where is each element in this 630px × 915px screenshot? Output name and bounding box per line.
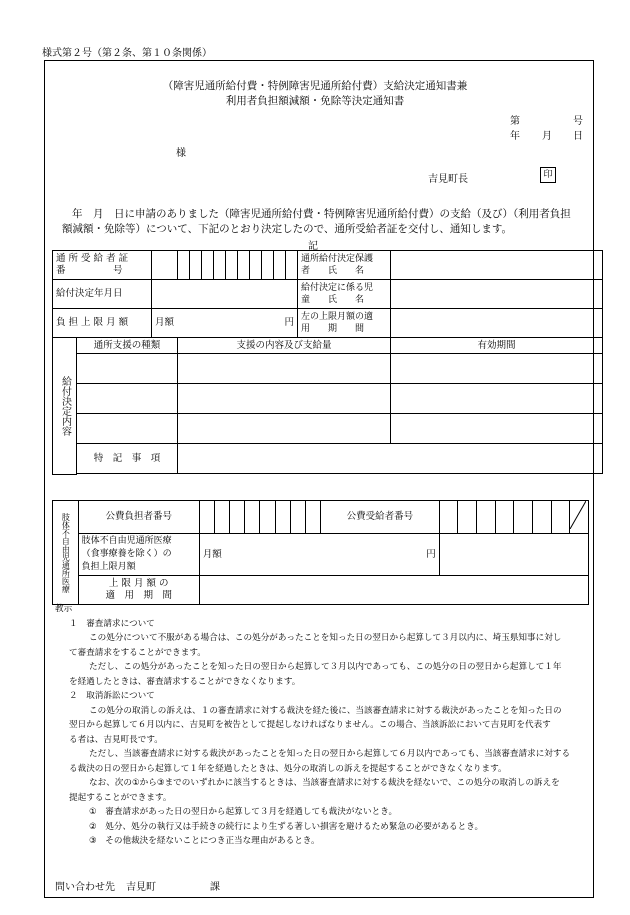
decision-content-label: 給付決定内容: [53, 338, 77, 475]
digit-cell[interactable]: [190, 251, 202, 280]
medical-vertical-label: 肢体不自由児通所医療: [53, 501, 79, 605]
body-text: [62, 207, 572, 237]
monthly-amount-label: 月額: [202, 548, 222, 560]
cap-period-field[interactable]: [199, 576, 588, 605]
table-row: [53, 414, 603, 444]
notice-s1-p1a: この処分について不服がある場合は、この処分があったことを知った日の翌日から起算して３月以内に、埼玉県知事に対し: [89, 633, 562, 643]
medical-burden-extra[interactable]: [439, 534, 588, 576]
public-recipient-no-label: 公費受給者番号: [320, 501, 439, 534]
digit-cell[interactable]: [275, 501, 290, 534]
table-row: [53, 384, 603, 414]
label-part: 番 号: [56, 265, 123, 276]
notice-item2: ② 処分、処分の執行又は手続きの続行により生ずる著しい損害を避けるため緊急の必要があるとき。: [89, 821, 484, 832]
digit-cell[interactable]: [214, 251, 226, 280]
burden-cap-field[interactable]: [152, 309, 298, 338]
notice-s2-p1a: この処分の取消しの訴えは、１の審査請求に対する裁決を経た後に、当該審査請求に対する裁決があったことを知った日の: [89, 705, 562, 716]
validity-label: [298, 309, 391, 338]
label-part: 通 所 受 給 者 証: [56, 253, 129, 264]
digit-cell[interactable]: [214, 501, 229, 534]
digit-cell[interactable]: [458, 501, 477, 534]
body-text-line1: 年 月 日に申請のありました（障害児通所給付費・特例障害児通所給付費）の支給（及び）（利用者負担: [72, 208, 571, 220]
digit-cell[interactable]: [199, 501, 214, 534]
notice-section: [55, 602, 585, 849]
validity-field[interactable]: [391, 309, 603, 338]
document-title-line2: 利用者負担額減額・免除等決定通知書: [225, 95, 405, 107]
label-part: 肢体不自由児通所医療: [81, 536, 172, 546]
digit-cell[interactable]: [514, 501, 533, 534]
date-month: 月: [542, 131, 552, 142]
valid-period-cell[interactable]: [391, 384, 603, 414]
spacer: [77, 474, 603, 475]
decision-date-field[interactable]: [152, 280, 298, 309]
label-part: 適 用 期 間: [105, 590, 172, 601]
special-notes-label: 特 記 事 項: [77, 444, 178, 474]
col-header-valid-period: 有効期間: [391, 338, 603, 354]
cap-period-label: [78, 576, 199, 605]
digit-cell[interactable]: [532, 501, 551, 534]
service-type-cell[interactable]: [77, 414, 178, 444]
digit-cell[interactable]: [286, 251, 298, 280]
yen-unit: 円: [426, 548, 436, 560]
notice-heading: 教示: [55, 604, 73, 614]
medical-burden-field[interactable]: [199, 534, 439, 576]
notice-s1-p2a: ただし、この処分があったことを知った日の翌日から起算して３月以内であっても、この処分の日の翌日から起算して１年: [89, 662, 562, 672]
content-amount-cell[interactable]: [178, 354, 391, 384]
yen-unit: 円: [284, 317, 295, 328]
date-year: 年: [510, 131, 520, 142]
form-number: 様式第２号（第２条、第１０条関係）: [42, 48, 212, 59]
label-part: 者 氏 名: [301, 266, 365, 276]
table-row: [53, 576, 589, 605]
body-text-line2: 額減額・免除等）について、下記のとおり決定したので、通所受給者証を交付し、通知します。: [62, 223, 513, 235]
notice-item1: ① 審査請求があった日の翌日から起算して３月を経過しても裁決がないとき。: [89, 807, 398, 817]
digit-cell[interactable]: [178, 251, 190, 280]
notice-s2-p3b: 提起することができます。: [69, 792, 172, 803]
content-amount-cell[interactable]: [178, 414, 391, 444]
guardian-name-field[interactable]: [391, 251, 603, 280]
label-part: 用 期 間: [301, 324, 365, 334]
public-payer-no-label: 公費負担者番号: [78, 501, 199, 534]
digit-cell[interactable]: [274, 251, 286, 280]
label-part: 左の上限月額の適: [301, 312, 374, 322]
valid-period-cell[interactable]: [391, 414, 603, 444]
table-row: [53, 338, 603, 354]
table-row: [53, 474, 603, 475]
decision-table: [52, 250, 603, 475]
doc-number-prefix: 第: [510, 116, 520, 127]
notice-s2-p1b: 翌日から起算して６月以内に、吉見町を被告として提起しなければなりません。この場合、当該訴訟において吉見町を代表す: [69, 720, 551, 730]
digit-cell[interactable]: [290, 501, 305, 534]
document-title-line1: （障害児通所給付費・特例障害児通所給付費）支給決定通知書兼: [162, 80, 468, 92]
label-part: 通所給付決定保護: [301, 254, 374, 264]
digit-cell[interactable]: [202, 251, 214, 280]
child-name-label: [298, 280, 391, 309]
medical-burden-label: [78, 534, 199, 576]
digit-cell[interactable]: [226, 251, 238, 280]
table-row: [53, 354, 603, 384]
digit-cell[interactable]: [495, 501, 514, 534]
recipient-cert-no-label: [53, 251, 152, 280]
notice-s2-p3a: なお、次の①から③までのいずれかに該当するときは、当該審査請求に対する裁決を経ないで、この処分の取消しの訴えを: [89, 778, 560, 788]
doc-number-suffix: 号: [573, 116, 583, 127]
digit-cell[interactable]: [439, 501, 458, 534]
table-row: [53, 501, 589, 534]
label-part: 上 限 月 額 の: [108, 578, 169, 589]
label-part: 童 氏 名: [301, 295, 365, 305]
addressee-suffix: 様: [176, 148, 186, 159]
table-row: [53, 534, 589, 576]
notice-s2-title: ２ 取消訴訟について: [69, 691, 155, 701]
monthly-amount-label: 月額: [155, 317, 175, 328]
label-part: 負担上限月額: [81, 562, 136, 572]
date-day: 日: [573, 131, 583, 142]
notice-s2-p2a: ただし、当該審査請求に対する裁決があったことを知った日の翌日から起算して６月以内であっても、当該審査請求に対する: [89, 749, 571, 759]
seal-mark: 印: [540, 167, 556, 183]
contact-section: 課: [210, 882, 220, 893]
guardian-name-label: [298, 251, 391, 280]
notice-s1-p1b: て審査請求をすることができます。: [69, 647, 206, 658]
digit-cell[interactable]: [305, 501, 320, 534]
col-header-content-amount: 支援の内容及び支給量: [178, 338, 391, 354]
decision-date-label: 給付決定年月日: [53, 280, 152, 309]
digit-cell[interactable]: [230, 501, 245, 534]
digit-cell[interactable]: [250, 251, 262, 280]
issuer-name: 吉見町長: [428, 174, 468, 185]
digit-cell[interactable]: [238, 251, 250, 280]
table-row: [53, 280, 603, 309]
content-amount-cell[interactable]: [178, 384, 391, 414]
digit-cell[interactable]: [551, 501, 570, 534]
notice-item3: ③ その他裁決を経ないことにつき正当な理由があるとき。: [89, 836, 320, 846]
notice-s1-p2b: を経過したときは、審査請求することができなくなります。: [69, 676, 301, 687]
digit-cell[interactable]: [262, 251, 274, 280]
notice-s2-p1c: る者は、吉見町長です。: [69, 734, 163, 745]
digit-cell[interactable]: [152, 251, 178, 280]
diagonal-cell: [570, 501, 589, 534]
notice-s1-title: １ 審査請求について: [69, 618, 155, 629]
ki-label: 記: [308, 241, 318, 252]
burden-cap-label: 負 担 上 限 月 額: [53, 309, 152, 338]
contact-label: 問い合わせ先: [55, 882, 115, 893]
col-header-service-type: 通所支援の種類: [77, 338, 178, 354]
medical-table: [52, 500, 589, 605]
child-name-field[interactable]: [391, 280, 603, 309]
valid-period-cell[interactable]: [391, 354, 603, 384]
label-part: （食事療養を除く）の: [81, 549, 172, 559]
label-part: 給付決定に係る児: [301, 283, 374, 293]
table-row: [53, 251, 603, 280]
digit-cell[interactable]: [477, 501, 496, 534]
contact-town: 吉見町: [126, 882, 156, 893]
special-notes-field[interactable]: [178, 444, 603, 474]
table-row: [53, 444, 603, 474]
service-type-cell[interactable]: [77, 354, 178, 384]
notice-s2-p2b: る裁決の日の翌日から起算して１年を経過したときは、処分の取消しの訴えを提起することができなくなります。: [69, 763, 507, 774]
service-type-cell[interactable]: [77, 384, 178, 414]
digit-cell[interactable]: [245, 501, 260, 534]
diagonal-line: [570, 501, 586, 529]
digit-cell[interactable]: [260, 501, 275, 534]
table-row: [53, 309, 603, 338]
